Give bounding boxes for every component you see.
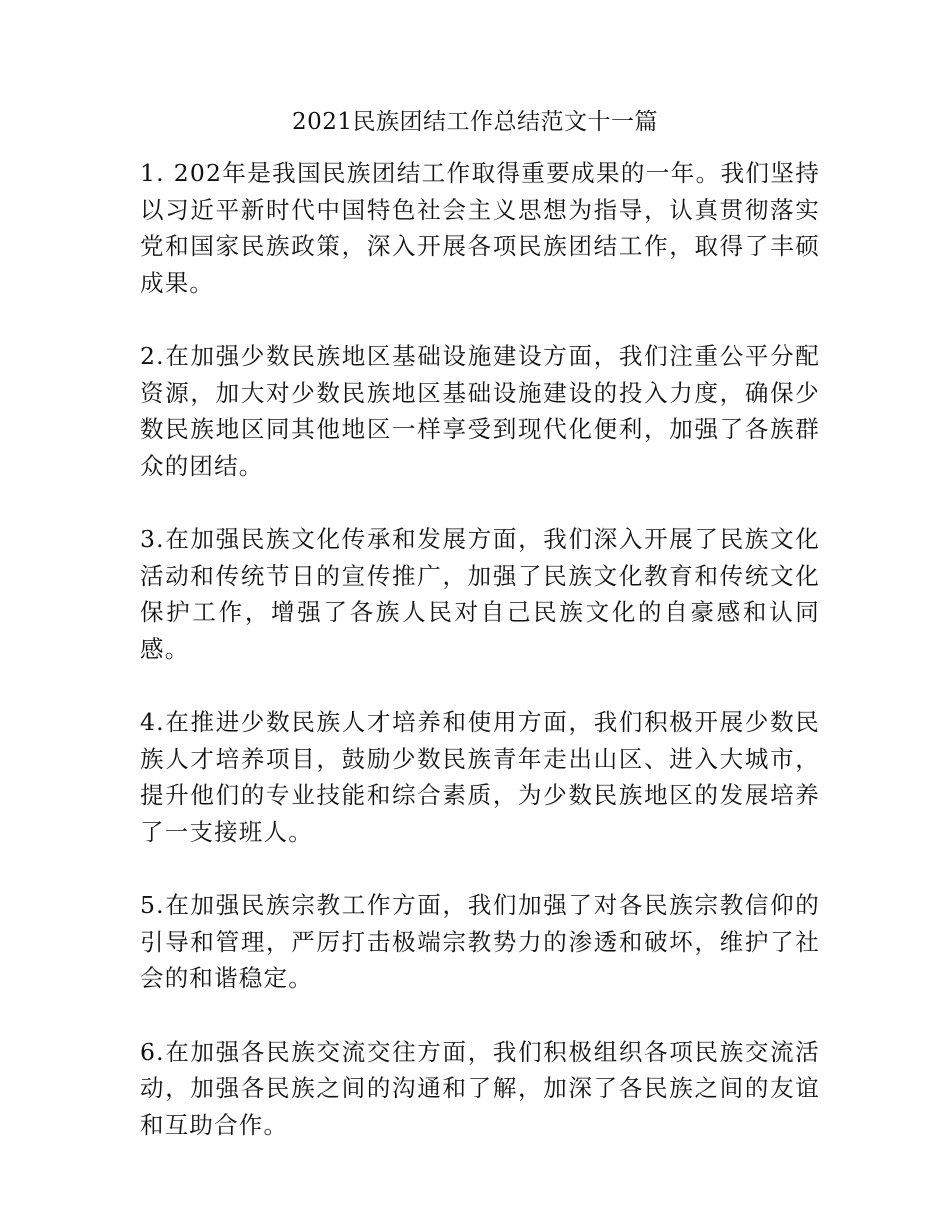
document-title: 2021民族团结工作总结范文十一篇 xyxy=(291,109,659,135)
paragraph-2: 2.在加强少数民族地区基础设施建设方面，我们注重公平分配资源，加大对少数民族地区基础设施建设的投入力度，确保少数民族地区同其他地区一样享受到现代化便利，加强了各族群众的团结。 xyxy=(140,342,820,480)
paragraph-5: 5.在加强民族宗教工作方面，我们加强了对各民族宗教信仰的引导和管理，严厉打击极端宗教势力的渗透和破坏，维护了社会的和谐稳定。 xyxy=(140,891,820,992)
document-body xyxy=(140,155,820,1180)
paragraph-3: 3.在加强民族文化传承和发展方面，我们深入开展了民族文化活动和传统节日的宣传推广，加强了民族文化教育和传统文化保护工作，增强了各族人民对自己民族文化的自豪感和认同感。 xyxy=(140,525,820,663)
paragraph-1: 1. 202年是我国民族团结工作取得重要成果的一年。我们坚持以习近平新时代中国特色社会主义思想为指导，认真贯彻落实党和国家民族政策，深入开展各项民族团结工作，取得了丰硕成果。 xyxy=(140,159,820,297)
paragraph-6: 6.在加强各民族交流交往方面，我们积极组织各项民族交流活动，加强各民族之间的沟通和了解，加深了各民族之间的友谊和互助合作。 xyxy=(140,1037,820,1139)
paragraph-4: 4.在推进少数民族人才培养和使用方面，我们积极开展少数民族人才培养项目，鼓励少数民族青年走出山区、进入大城市，提升他们的专业技能和综合素质，为少数民族地区的发展培养了一支接班人。 xyxy=(140,708,820,846)
